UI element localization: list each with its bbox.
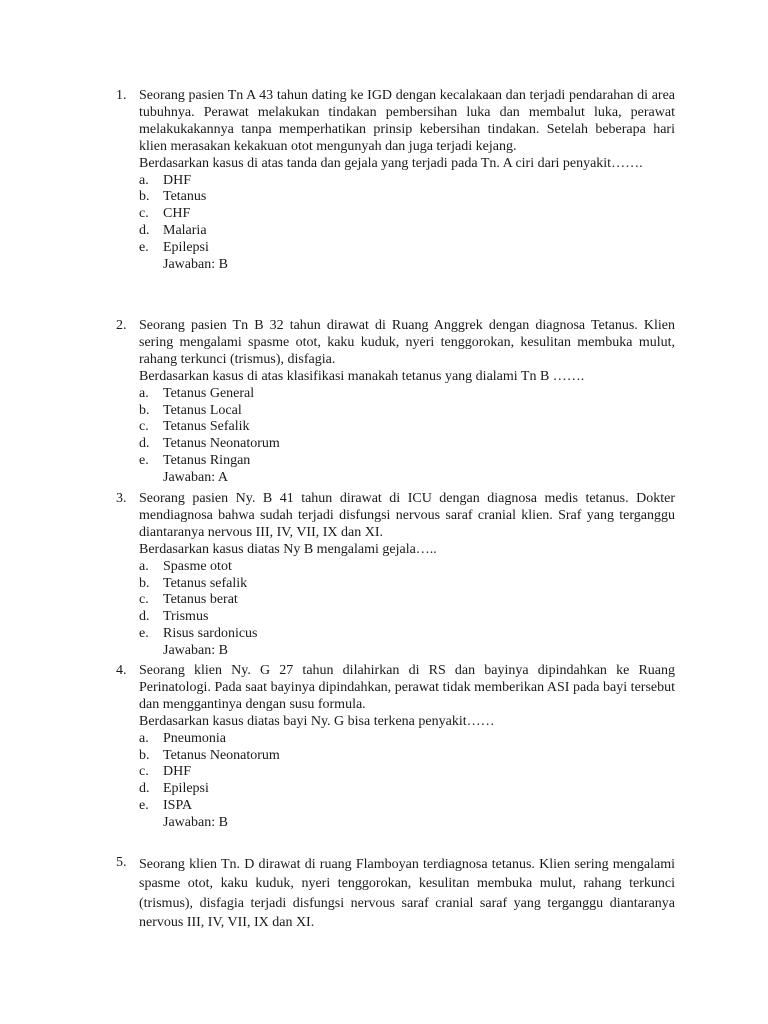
answer-key: Jawaban: B: [163, 815, 228, 831]
option-b: [139, 576, 675, 593]
question-number: 2.: [116, 318, 127, 333]
option-text: Trismus: [163, 609, 209, 625]
option-text: DHF: [163, 172, 192, 188]
answer-key: Jawaban: B: [163, 256, 228, 272]
option-letter: a.: [139, 385, 149, 401]
question-5: [0, 855, 768, 932]
option-letter: d.: [139, 781, 150, 797]
option-b: [139, 189, 675, 206]
question-number: 1.: [116, 88, 127, 103]
question-number: 3.: [116, 491, 127, 506]
case-text: Seorang pasien Tn B 32 tahun dirawat di Ruang Anggrek dengan diagnosa Tetanus. Klien sering mengalami spasme otot, kaku kuduk, nyeri tenggorokan, kesulitan membuka mulut, rahang terkunci (trismus), disfagia.: [139, 318, 675, 367]
option-text: ISPA: [163, 798, 193, 814]
option-letter: e.: [139, 626, 149, 642]
option-text: Tetanus sefalik: [163, 575, 248, 591]
answer-key: Jawaban: B: [163, 643, 228, 659]
option-text: Epilepsi: [163, 781, 209, 797]
option-d: [139, 223, 675, 240]
option-d: [139, 436, 675, 453]
question-prompt: Berdasarkan kasus diatas bayi Ny. G bisa terkena penyakit……: [139, 713, 495, 729]
question-prompt: Berdasarkan kasus diatas Ny B mengalami gejala…..: [139, 541, 437, 557]
option-d: [139, 781, 675, 798]
option-letter: b.: [139, 747, 150, 763]
option-e: [139, 453, 675, 470]
option-e: [139, 240, 675, 257]
option-a: [139, 731, 675, 748]
option-b: [139, 748, 675, 765]
question-1: [0, 88, 768, 274]
question-number: 4.: [116, 663, 127, 678]
option-text: Tetanus Sefalik: [163, 419, 250, 435]
case-text: Seorang pasien Tn A 43 tahun dating ke IGD dengan kecalakaan dan terjadi pendarahan di area tubuhnya. Perawat melakukan tindakan pembersihan luka dan membalut luka, perawat melakukakannya tanpa memperhatikan prinsip kebersihan tindakan. Setelah beberapa hari klien merasakan kekakuan otot mengunyah dan juga terjadi kejang.: [139, 88, 675, 154]
option-c: [139, 592, 675, 609]
case-text: Seorang klien Ny. G 27 tahun dilahirkan di RS dan bayinya dipindahkan ke Ruang Perinatologi. Pada saat bayinya dipindahkan, perawat tidak memberikan ASI pada bayi tersebut dan menggantinya dengan susu formula.: [139, 663, 675, 712]
option-text: CHF: [163, 206, 191, 222]
option-letter: a.: [139, 172, 149, 188]
option-letter: d.: [139, 223, 150, 239]
question-2: [0, 318, 768, 487]
option-d: [139, 609, 675, 626]
option-text: Pneumonia: [163, 730, 226, 746]
option-c: [139, 419, 675, 436]
option-letter: e.: [139, 798, 149, 814]
option-a: [139, 559, 675, 576]
option-text: Tetanus Neonatorum: [163, 436, 280, 452]
option-letter: b.: [139, 402, 150, 418]
option-text: DHF: [163, 764, 192, 780]
question-prompt: Berdasarkan kasus di atas klasifikasi manakah tetanus yang dialami Tn B …….: [139, 368, 585, 384]
question-3: [0, 491, 768, 660]
option-text: Tetanus Ringan: [163, 453, 251, 469]
option-b: [139, 403, 675, 420]
option-text: Tetanus Neonatorum: [163, 747, 280, 763]
option-letter: c.: [139, 206, 149, 222]
question-prompt: Berdasarkan kasus di atas tanda dan gejala yang terjadi pada Tn. A ciri dari penyakit…….: [139, 155, 643, 171]
option-text: Epilepsi: [163, 240, 209, 256]
option-letter: d.: [139, 436, 150, 452]
option-letter: c.: [139, 764, 149, 780]
case-text: Seorang klien Tn. D dirawat di ruang Flamboyan terdiagnosa tetanus. Klien sering mengalami spasme otot, kaku kuduk, nyeri tenggorokan, kesulitan membuka mulut, rahang terkunci (trismus), disfagia terjadi disfungsi nervous saraf cranial saraf yang terganggu diantaranya nervous III, IV, VII, IX dan XI.: [139, 857, 675, 930]
option-text: Tetanus General: [163, 385, 255, 401]
option-e: [139, 798, 675, 815]
case-text: Seorang pasien Ny. B 41 tahun dirawat di ICU dengan diagnosa medis tetanus. Dokter mendiagnosa bahwa sudah terjadi disfungsi nervous saraf cranial klien. Sraf yang terganggu diantaranya nervous III, IV, VII, IX dan XI.: [139, 491, 675, 540]
option-letter: e.: [139, 240, 149, 256]
option-letter: b.: [139, 189, 150, 205]
option-text: Tetanus berat: [163, 592, 238, 608]
option-text: Tetanus: [163, 189, 207, 205]
answer-key: Jawaban: A: [163, 470, 228, 486]
option-letter: c.: [139, 592, 149, 608]
option-text: Risus sardonicus: [163, 626, 258, 642]
option-a: [139, 173, 675, 190]
option-text: Tetanus Local: [163, 402, 242, 418]
option-letter: c.: [139, 419, 149, 435]
question-4: [0, 663, 768, 832]
option-letter: b.: [139, 575, 150, 591]
option-c: [139, 764, 675, 781]
option-text: Spasme otot: [163, 558, 232, 574]
option-e: [139, 626, 675, 643]
option-letter: d.: [139, 609, 150, 625]
option-letter: a.: [139, 730, 149, 746]
option-c: [139, 206, 675, 223]
question-number: 5.: [116, 855, 127, 870]
option-a: [139, 386, 675, 403]
option-letter: a.: [139, 558, 149, 574]
option-letter: e.: [139, 453, 149, 469]
option-text: Malaria: [163, 223, 207, 239]
